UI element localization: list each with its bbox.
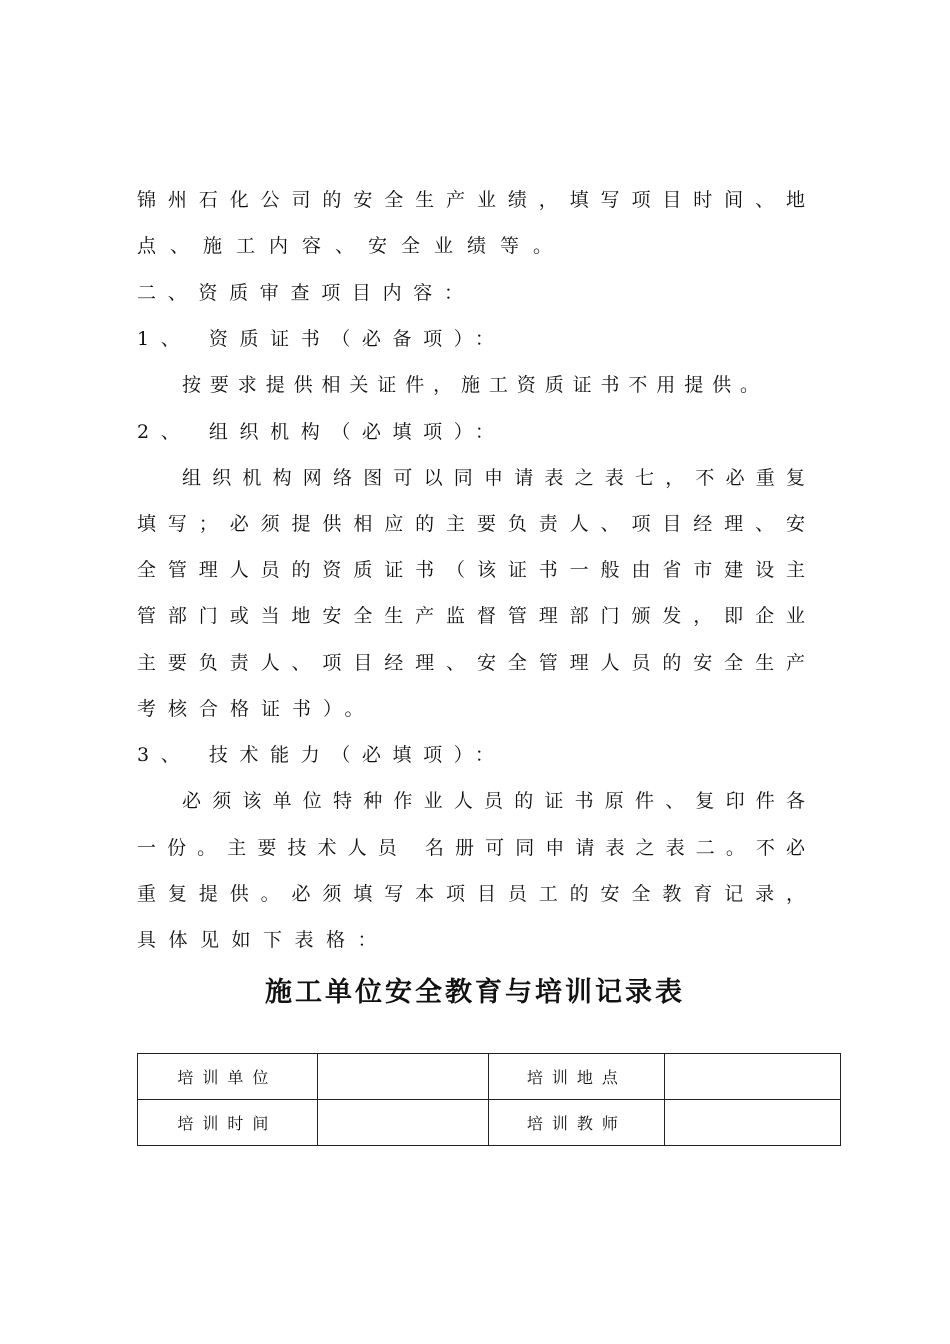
paragraph-line: 填写；必须提供相应的主要负责人、项目经理、安 <box>137 513 805 535</box>
training-teacher-label: 培训教师 <box>489 1100 665 1146</box>
training-record-table <box>137 1053 841 1146</box>
training-location-value <box>665 1054 841 1100</box>
training-time-label: 培训时间 <box>138 1100 318 1146</box>
training-teacher-value <box>665 1100 841 1146</box>
training-unit-value <box>317 1054 489 1100</box>
paragraph-line: 组织机构网络图可以同申请表之表七，不必重复 <box>182 467 805 489</box>
paragraph-line: 主要负责人、项目经理、安全管理人员的安全生产 <box>137 652 805 674</box>
paragraph-line: 具体见如下表格： <box>137 929 390 951</box>
paragraph-line: 全管理人员的资质证书（该证书一般由省市建设主 <box>137 559 805 581</box>
table-title: 施工单位安全教育与培训记录表 <box>265 977 685 1008</box>
paragraph-line: 锦州石化公司的安全生产业绩，填写项目时间、地 <box>137 189 805 211</box>
subsection-heading: 3、 技术能力（必填项）： <box>137 744 506 766</box>
paragraph-line: 一份。主要技术人员 名册可同申请表之表二。不必 <box>137 837 805 859</box>
training-unit-label: 培训单位 <box>138 1054 318 1100</box>
table-row <box>138 1100 841 1146</box>
table-row <box>138 1054 841 1100</box>
training-location-label: 培训地点 <box>489 1054 665 1100</box>
training-time-value <box>317 1100 489 1146</box>
paragraph-line: 管部门或当地安全生产监督管理部门颁发，即企业 <box>137 605 805 627</box>
subsection-heading: 2、 组织机构（必填项）： <box>137 421 506 443</box>
paragraph-line: 点、施工内容、安全业绩等。 <box>137 235 567 257</box>
paragraph-line: 按要求提供相关证件，施工资质证书不用提供。 <box>182 374 768 396</box>
paragraph-line: 重复提供。必须填写本项目员工的安全教育记录， <box>137 883 805 905</box>
paragraph-line: 考核合格证书）。 <box>137 698 376 720</box>
paragraph-line: 必须该单位特种作业人员的证书原件、复印件各 <box>182 790 805 812</box>
section-heading: 二、资质审查项目内容： <box>137 282 475 304</box>
subsection-heading: 1、 资质证书（必备项）： <box>137 328 506 350</box>
